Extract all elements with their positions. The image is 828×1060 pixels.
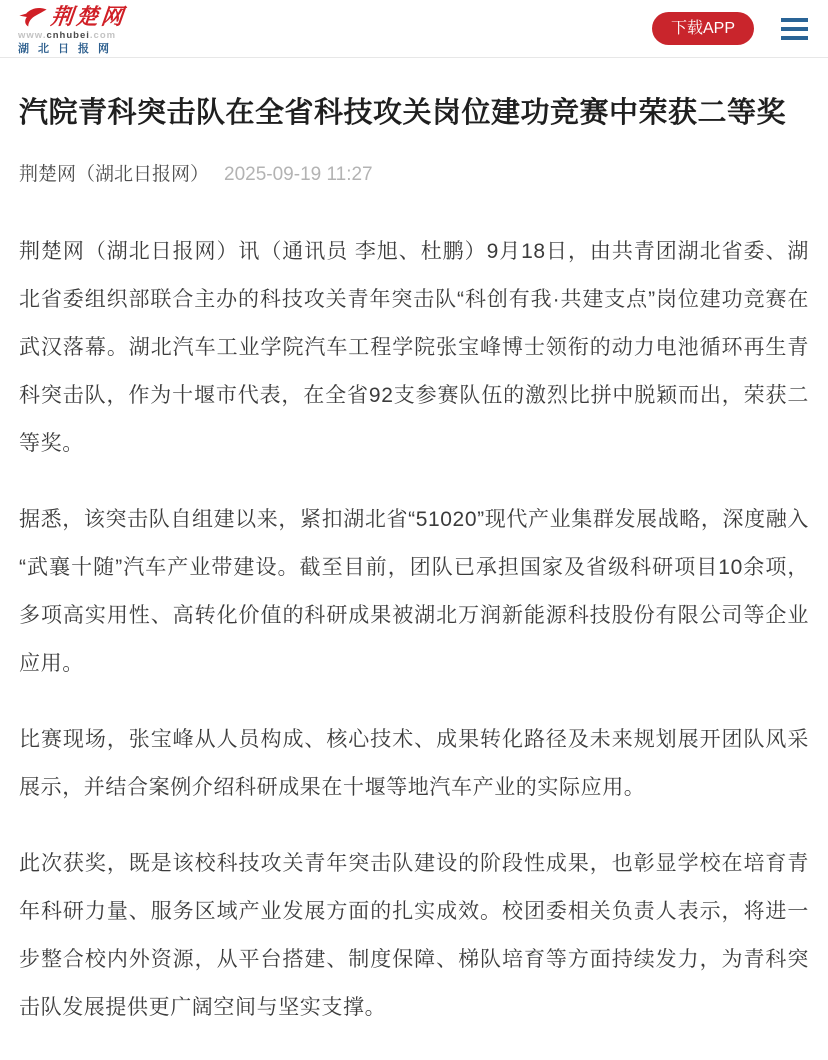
site-header [0,0,828,58]
article-source: 荆楚网（湖北日报网） [19,164,210,186]
logo-subtitle: 湖北日报网 [18,43,118,56]
logo-url [18,31,126,41]
logo-top-row [18,4,126,28]
article-datetime: 2025-09-19 11:27 [224,164,373,186]
menu-bar [781,18,808,22]
article-content [0,94,828,1032]
hamburger-menu-icon[interactable] [781,14,808,44]
logo-site-name: 荆楚网 [49,3,128,29]
menu-bar [781,36,808,40]
site-logo[interactable] [18,2,126,56]
logo-url-main: cnhubei [46,29,90,41]
menu-bar [781,27,808,31]
download-app-button[interactable]: 下载APP [652,12,754,45]
article-paragraph: 据悉，该突击队自组建以来，紧扣湖北省“51020”现代产业集群发展战略，深度融入“武襄十随”汽车产业带建设。截至目前，团队已承担国家及省级科研项目10余项，多项高实用性、高转化价值的科研成果被湖北万润新能源科技股份有限公司等企业应用。 [19,508,809,676]
logo-bird-icon [18,6,48,28]
article-meta [19,159,809,186]
article-title: 汽院青科突击队在全省科技攻关岗位建功竞赛中荣获二等奖 [19,97,787,129]
article-body [19,228,809,1032]
logo-url-prefix: www. [18,29,47,41]
article-paragraph: 比赛现场，张宝峰从人员构成、核心技术、成果转化路径及未来规划展开团队风采展示，并结合案例介绍科研成果在十堰等地汽车产业的实际应用。 [19,728,809,800]
article-paragraph: 荆楚网（湖北日报网）讯（通讯员 李旭、杜鹏）9月18日，由共青团湖北省委、湖北省委组织部联合主办的科技攻关青年突击队“科创有我·共建支点”岗位建功竞赛在武汉落幕。湖北汽车工业学院汽车工程学院张宝峰博士领衔的动力电池循环再生青科突击队，作为十堰市代表，在全省92支参赛队伍的激烈比拼中脱颖而出，荣获二等奖。 [19,240,809,456]
article-paragraph: 此次获奖，既是该校科技攻关青年突击队建设的阶段性成果，也彰显学校在培育青年科研力量、服务区域产业发展方面的扎实成效。校团委相关负责人表示，将进一步整合校内外资源，从平台搭建、制度保障、梯队培育等方面持续发力，为青科突击队发展提供更广阔空间与坚实支撑。 [19,852,809,1020]
logo-url-suffix: .com [89,29,117,41]
